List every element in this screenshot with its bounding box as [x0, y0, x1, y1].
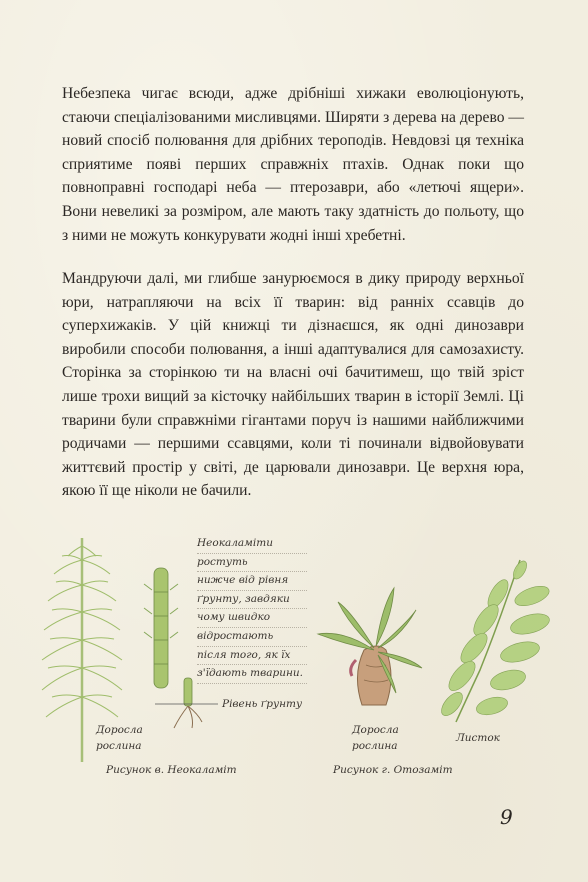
- adult-plant-label-1: Доросла: [96, 724, 143, 736]
- page-number: 9: [500, 805, 513, 829]
- annotation-line: Неокаламіти: [197, 535, 307, 554]
- annotation-line: ростуть: [197, 554, 307, 573]
- annotation-line: ґрунту, завдяки: [197, 591, 307, 610]
- annotation-line: нижче від рівня: [197, 572, 307, 591]
- adult-plant-label-1b: рослина: [96, 740, 142, 752]
- otozamites-leaf-drawing: [438, 559, 552, 722]
- caption-otozamites: Рисунок г. Отозаміт: [333, 764, 453, 776]
- neocalamites-annotation: [197, 535, 307, 684]
- adult-plant-label-2: Доросла: [352, 724, 399, 736]
- caption-neocalamites: Рисунок в. Неокаламіт: [106, 764, 237, 776]
- annotation-line: після того, як їх: [197, 647, 307, 666]
- otozamites-adult-drawing: [318, 588, 422, 705]
- ground-level-label: Рівень ґрунту: [222, 698, 303, 710]
- annotation-line: з'їдають тварини.: [197, 665, 307, 684]
- paragraph-2: Мандруючи далі, ми глибше занурюємося в дику природу верхньої юри, натрапляючи на всіх її тварин: від ранніх ссавців до суперхижаків. У цій книжці ти дізнаєшся, як одні динозаври виробили способи полювання, а інші адаптувалися для самозахисту. Сторінка за сторінкою ти на власні очі бачитимеш, що твій зріст лише трохи вищий за кісточку найбільших тварин в історії Землі. Ці тварини були справжніми гігантами поруч із нашими найближчими родичами — першими ссавцями, коли ті починали відвойовувати життєвий простір у світі, де царювали динозаври. Це верхня юра, якою її ще ніколи не бачили.: [62, 270, 524, 500]
- paragraph-1: Небезпека чигає всюди, адже дрібніші хижаки еволюціонують, стаючи спеціалізованими мисливцями. Шиpяти з дерева на дерево — новий спосіб полювання для дрібних теpоподів. Невдовзі ця техніка сприятиме появі перших справжніх птахів. Однак поки що повноправні господарі неба — птерозаври, або «летючі ящери». Вони невеликі за розміром, але мають таку здатність до польоту, що з ними не можуть конкурувати жодні інші хребетні.: [62, 85, 524, 244]
- annotation-line: чому швидко: [197, 609, 307, 628]
- leaf-label: Листок: [456, 732, 500, 744]
- annotation-line: відростають: [197, 628, 307, 647]
- adult-plant-label-2b: рослина: [352, 740, 398, 752]
